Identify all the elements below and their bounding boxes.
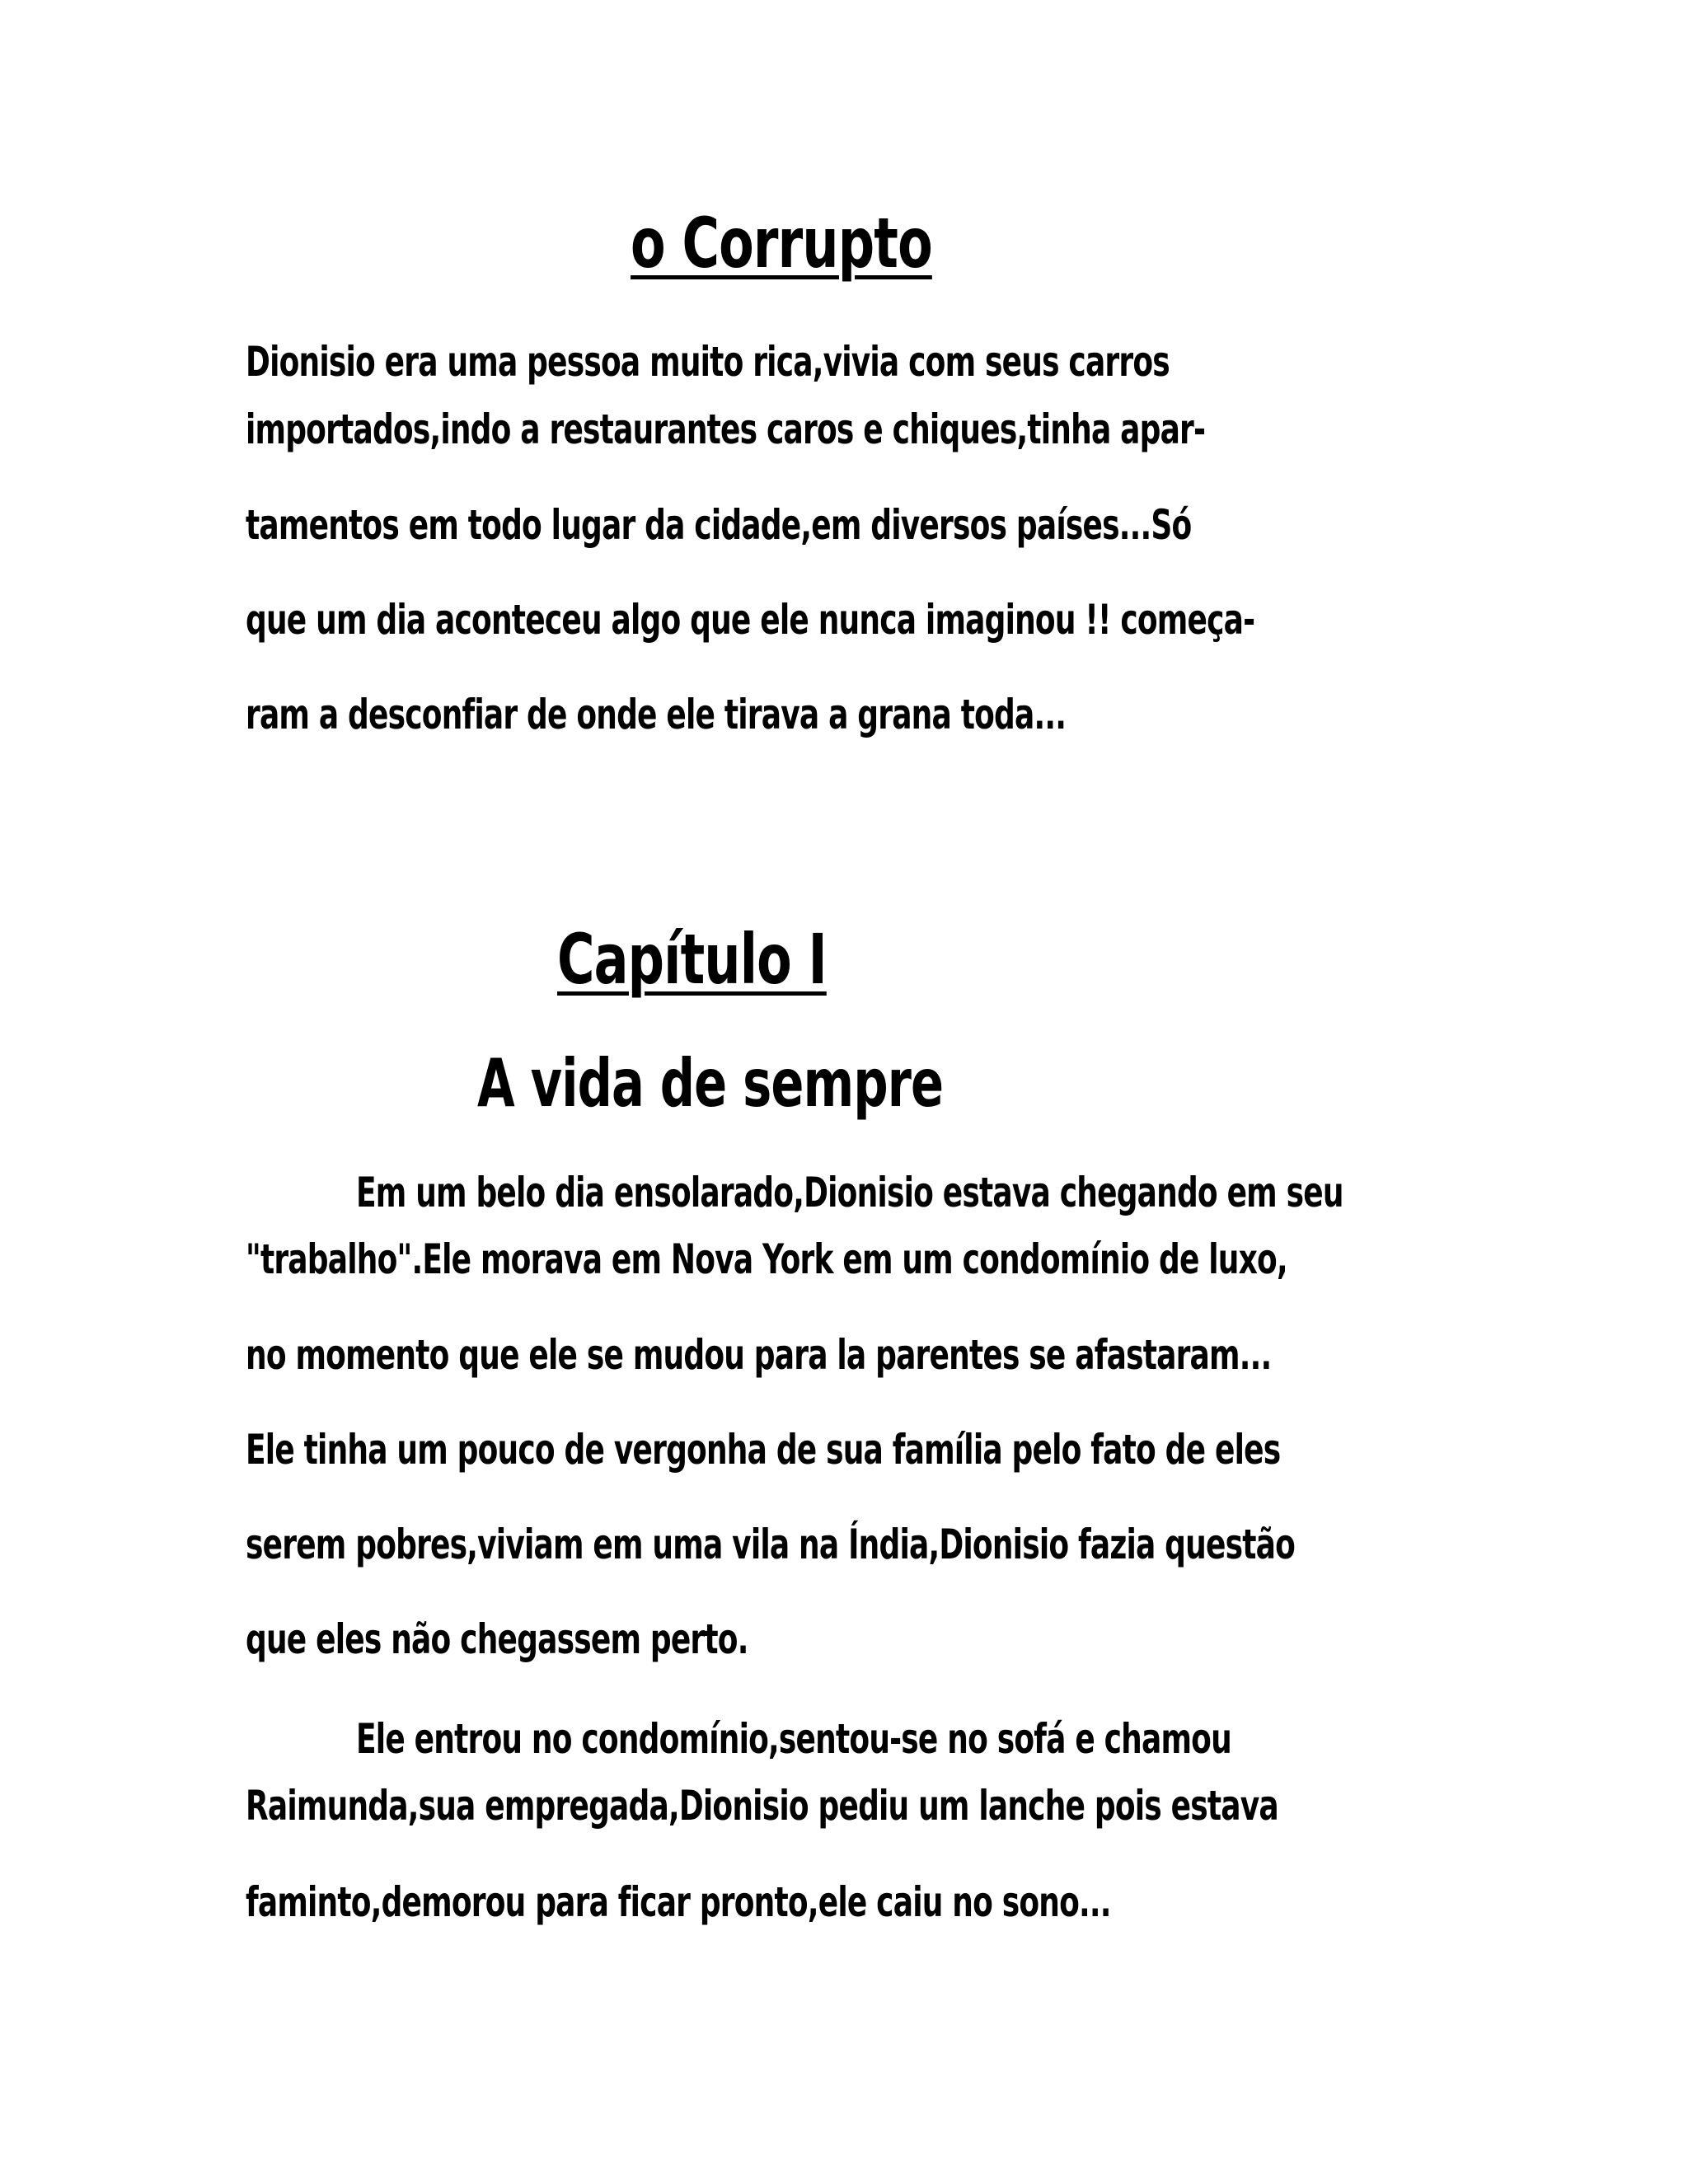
paragraph1-line-1: Em um belo dia ensolarado,Dionisio estava chegando em seu <box>356 1169 1343 1216</box>
document-title: o Corrupto <box>631 203 932 284</box>
intro-line-2: importados,indo a restaurantes caros e chiques,tinha apar- <box>246 405 1206 453</box>
intro-line-1: Dionisio era uma pessoa muito rica,vivia com seus carros <box>246 338 1170 386</box>
chapter-heading: Capítulo I <box>557 919 827 1000</box>
paragraph1-line-6: que eles não chegassem perto. <box>246 1615 748 1663</box>
paragraph1-line-4: Ele tinha um pouco de vergonha de sua família pelo fato de eles <box>246 1426 1281 1474</box>
intro-line-3: tamentos em todo lugar da cidade,em diversos países...Só <box>246 501 1192 549</box>
paragraph1-line-5: serem pobres,viviam em uma vila na Índia,Dionisio fazia questão <box>246 1521 1296 1568</box>
paragraph1-line-2: "trabalho".Ele morava em Nova York em um condomínio de luxo, <box>246 1235 1287 1283</box>
paragraph2-line-1: Ele entrou no condomínio,sentou-se no sofá e chamou <box>356 1715 1231 1763</box>
paragraph1-line-3: no momento que ele se mudou para la parentes se afastaram... <box>246 1331 1272 1379</box>
intro-line-5: ram a desconfiar de onde ele tirava a grana toda... <box>246 691 1067 738</box>
intro-line-4: que um dia aconteceu algo que ele nunca imaginou !! começa- <box>246 596 1255 644</box>
paragraph2-line-3: faminto,demorou para ficar pronto,ele caiu no sono... <box>246 1878 1111 1926</box>
chapter-subtitle: A vida de sempre <box>477 1045 944 1122</box>
paragraph2-line-2: Raimunda,sua empregada,Dionisio pediu um lanche pois estava <box>246 1782 1278 1830</box>
